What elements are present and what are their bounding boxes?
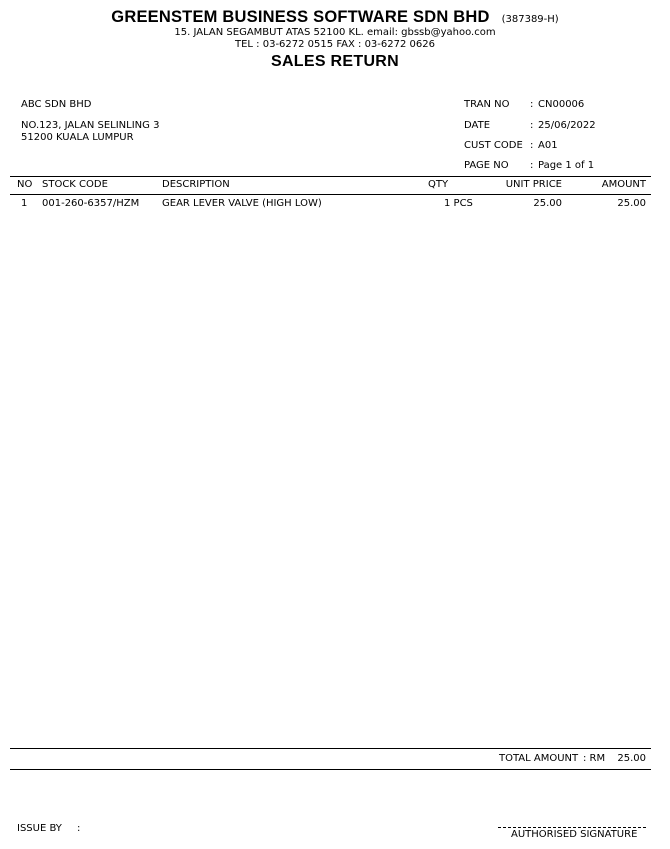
issue-by-label: ISSUE BY xyxy=(17,823,62,834)
col-header-unit-price: UNIT PRICE xyxy=(505,179,562,190)
table-header-rule xyxy=(10,194,651,195)
row-qty: 1 PCS xyxy=(444,198,473,209)
cust-code-value: A01 xyxy=(538,140,558,151)
company-address: 15. JALAN SEGAMBUT ATAS 52100 KL. email: gbssb@yahoo.com xyxy=(174,27,496,38)
col-header-amount: AMOUNT xyxy=(601,179,646,190)
company-contact: TEL : 03-6272 0515 FAX : 03-6272 0626 xyxy=(235,39,435,50)
totals-top-rule xyxy=(10,748,651,749)
totals-bottom-rule xyxy=(10,769,651,770)
authorised-signature-label: AUTHORISED SIGNATURE xyxy=(511,829,638,840)
col-header-description: DESCRIPTION xyxy=(162,179,230,190)
company-header xyxy=(0,8,670,27)
row-stock-code: 001-260-6357/HZM xyxy=(42,198,140,209)
page-no-colon: : xyxy=(530,160,534,171)
row-no: 1 xyxy=(21,198,28,209)
total-amount-label: TOTAL AMOUNT xyxy=(499,753,579,764)
col-header-qty: QTY xyxy=(428,179,449,190)
date-value: 25/06/2022 xyxy=(538,120,596,131)
col-header-no: NO xyxy=(17,179,33,190)
col-header-stock-code: STOCK CODE xyxy=(42,179,108,190)
issue-by-colon: : xyxy=(77,823,81,834)
tran-no-value: CN00006 xyxy=(538,99,585,110)
tran-no-colon: : xyxy=(530,99,534,110)
row-unit-price: 25.00 xyxy=(533,198,562,209)
date-label: DATE xyxy=(464,120,491,131)
customer-address-1: NO.123, JALAN SELINLING 3 xyxy=(21,120,160,131)
company-reg-no: (387389-H) xyxy=(501,14,559,25)
tran-no-label: TRAN NO xyxy=(464,99,510,110)
table-top-rule xyxy=(10,176,651,177)
document-title: SALES RETURN xyxy=(270,53,400,70)
page-no-value: Page 1 of 1 xyxy=(538,160,595,171)
page-no-label: PAGE NO xyxy=(464,160,509,171)
cust-code-label: CUST CODE xyxy=(464,140,523,151)
cust-code-colon: : xyxy=(530,140,534,151)
row-amount: 25.00 xyxy=(617,198,646,209)
total-currency: : RM xyxy=(583,753,606,764)
signature-line xyxy=(498,827,646,828)
customer-name: ABC SDN BHD xyxy=(21,99,92,110)
total-amount-value: 25.00 xyxy=(617,753,646,764)
company-name: GREENSTEM BUSINESS SOFTWARE SDN BHD xyxy=(111,8,490,26)
date-colon: : xyxy=(530,120,534,131)
row-description: GEAR LEVER VALVE (HIGH LOW) xyxy=(162,198,322,209)
customer-address-2: 51200 KUALA LUMPUR xyxy=(21,132,134,143)
